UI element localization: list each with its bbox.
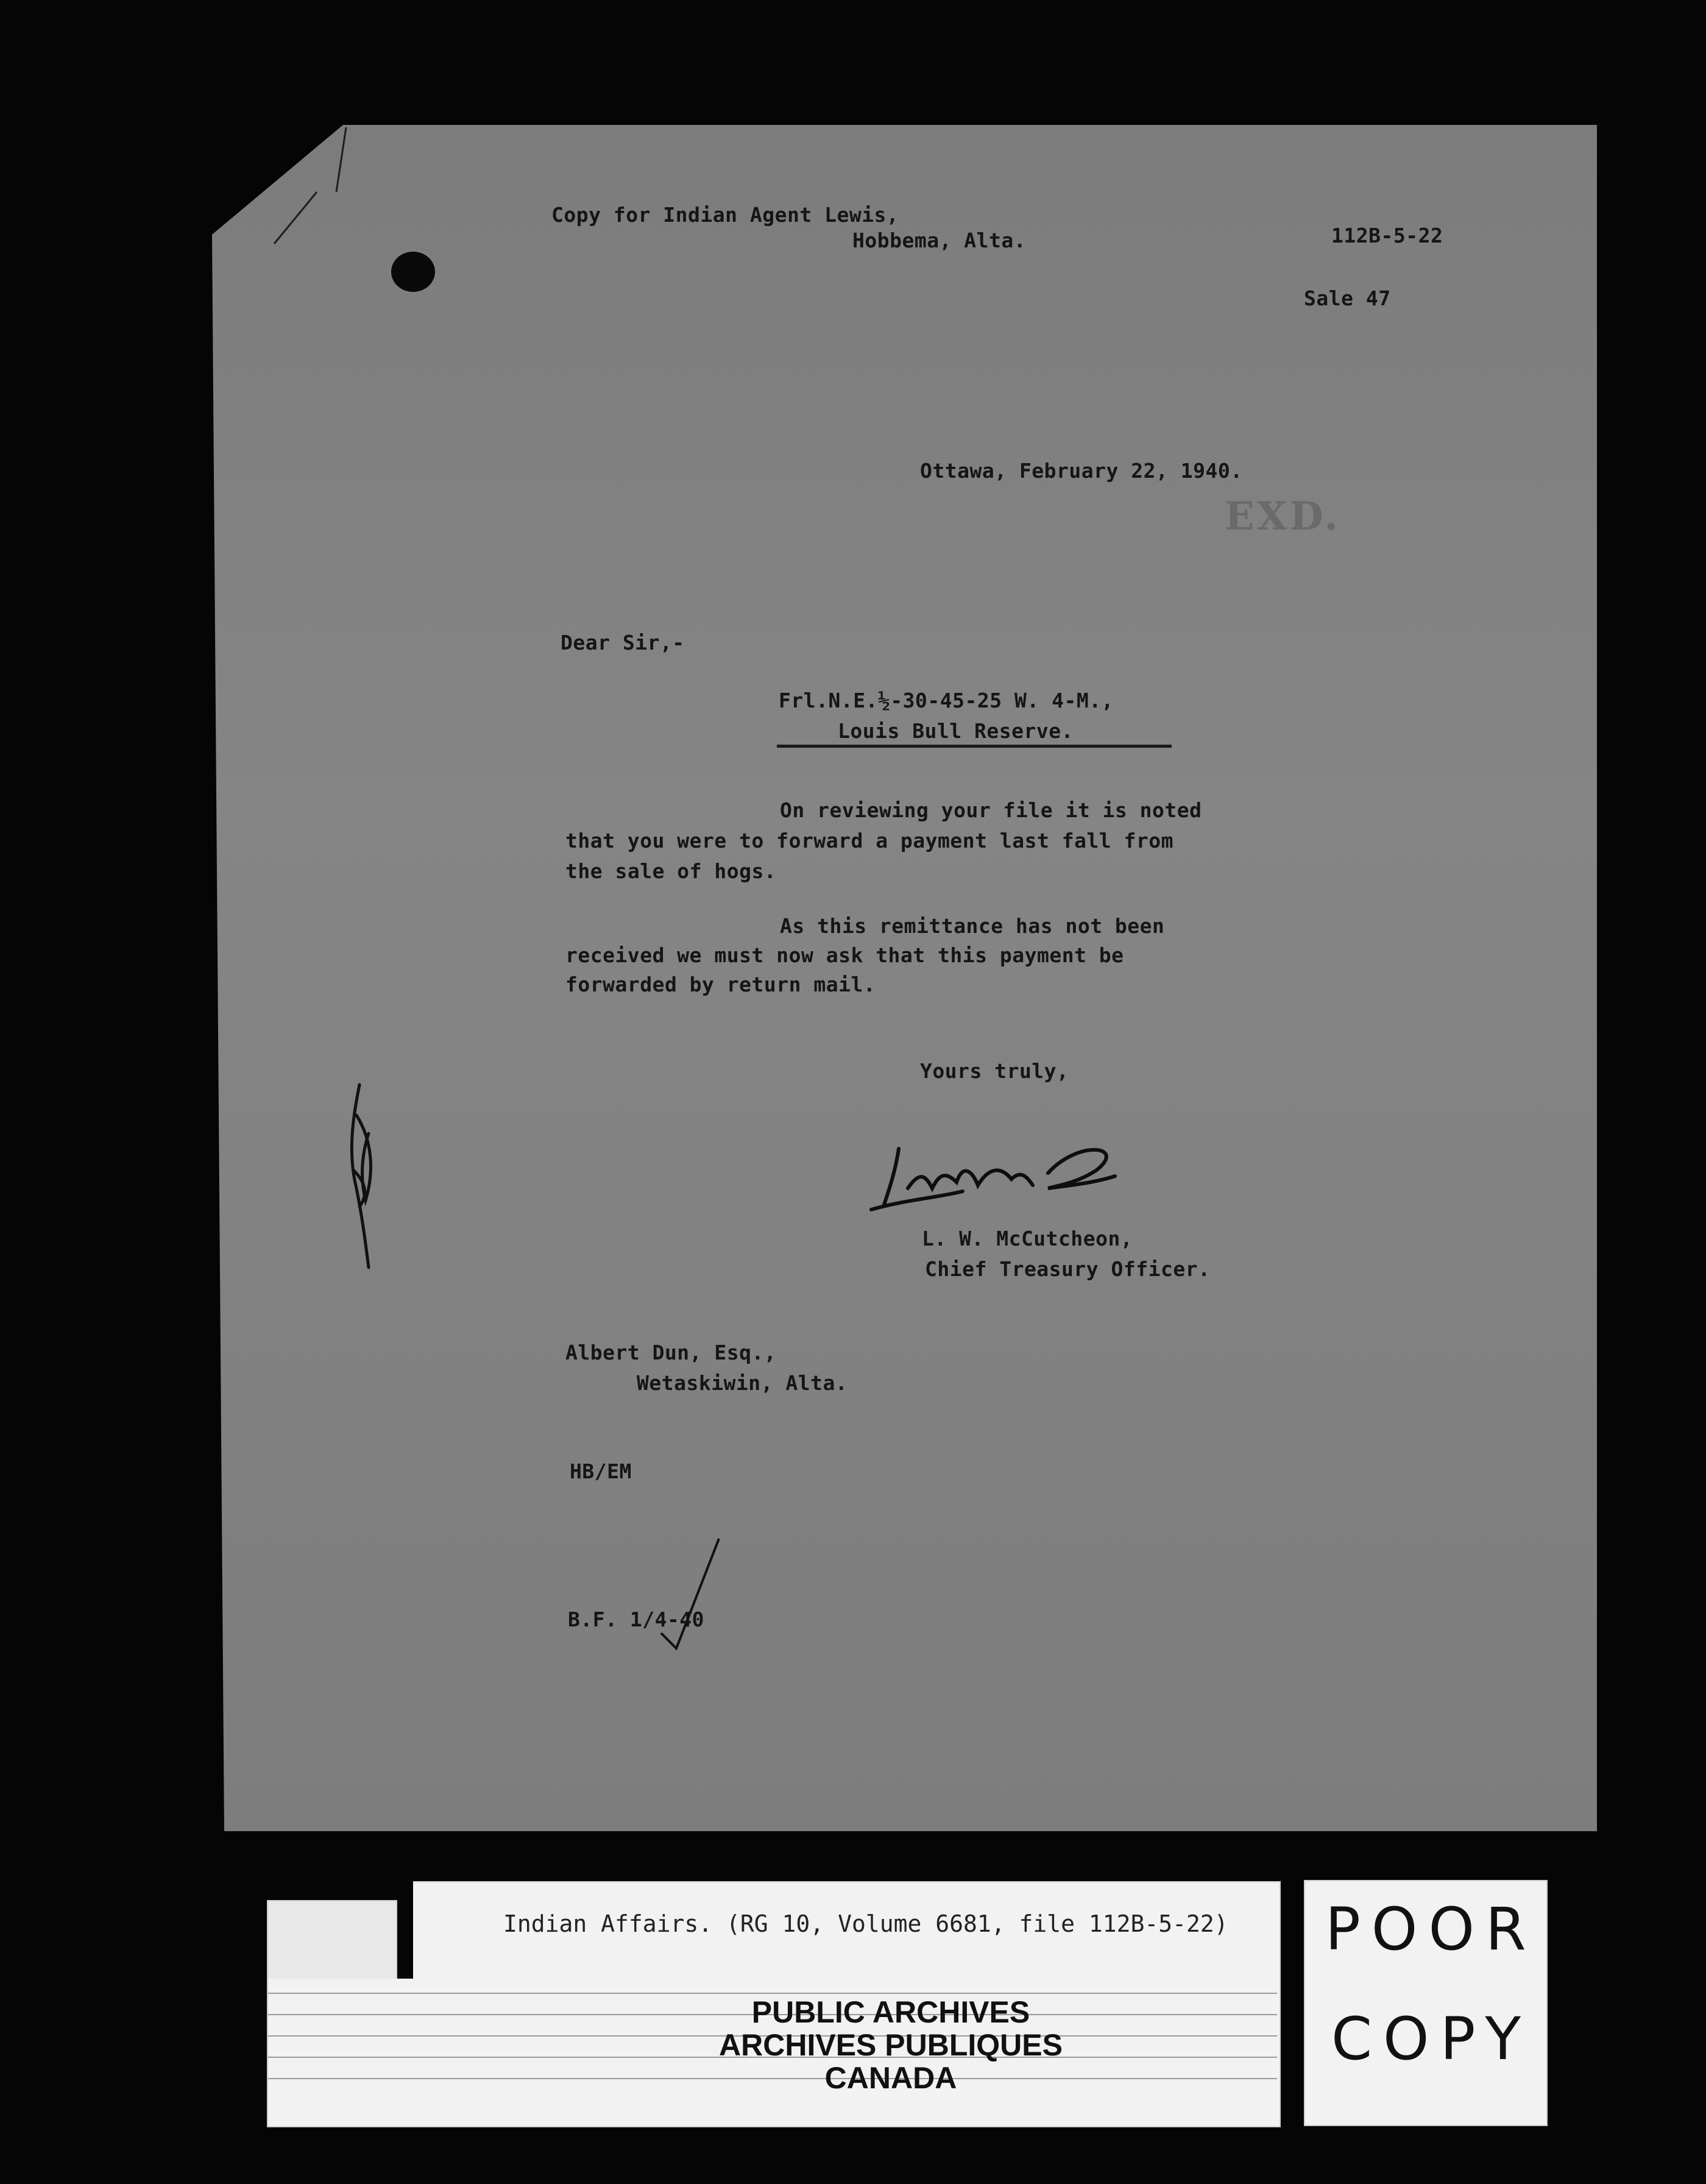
subject-underline: [777, 745, 1172, 748]
paragraph-2-line-2: received we must now ask that this payment be: [565, 943, 1124, 967]
signer-name: L. W. McCutcheon,: [922, 1227, 1133, 1250]
subject-line-1: Frl.N.E.½-30-45-25 W. 4-M.,: [779, 689, 1114, 712]
initials: HB/EM: [570, 1459, 632, 1483]
copy-line-1: Copy for Indian Agent Lewis,: [551, 203, 899, 227]
handwritten-signature: [865, 1127, 1182, 1225]
addressee-line-1: Albert Dun, Esq.,: [565, 1341, 777, 1364]
punch-hole: [391, 252, 435, 292]
paragraph-2-line-1: As this remittance has not been: [780, 914, 1165, 938]
place-date: Ottawa, February 22, 1940.: [920, 459, 1243, 483]
exd-stamp: EXD.: [1225, 494, 1340, 539]
copy-line-2: Hobbema, Alta.: [852, 229, 1027, 252]
paragraph-1-line-1: On reviewing your file it is noted: [780, 798, 1202, 822]
quality-note-line-1: POOR: [1325, 1895, 1537, 1963]
paragraph-1-line-3: the sale of hogs.: [565, 859, 777, 883]
quality-note-line-2: COPY: [1331, 2005, 1532, 2073]
salutation: Dear Sir,-: [561, 631, 685, 654]
closing: Yours truly,: [920, 1059, 1069, 1083]
archives-line-2: ARCHIVES PUBLIQUES: [719, 2028, 1063, 2062]
letter-page: [212, 125, 1597, 1831]
paragraph-1-line-2: that you were to forward a payment last fall from: [565, 829, 1174, 853]
file-number: 112B-5-22: [1331, 224, 1443, 247]
addressee-line-2: Wetaskiwin, Alta.: [637, 1371, 848, 1395]
subject-line-2: Louis Bull Reserve.: [838, 719, 1074, 743]
corner-crease: [268, 125, 359, 247]
bring-forward: B.F. 1/4-40: [568, 1608, 705, 1631]
label-tab-left: [267, 1900, 397, 1982]
margin-scribble: [341, 1079, 396, 1274]
label-rule-1: [268, 1993, 1277, 1994]
archives-line-3: CANADA: [824, 2061, 957, 2095]
check-mark: [658, 1536, 725, 1651]
archive-reference: Indian Affairs. (RG 10, Volume 6681, file 112B-5-22): [503, 1910, 1228, 1937]
signer-title: Chief Treasury Officer.: [925, 1257, 1211, 1281]
paragraph-2-line-3: forwarded by return mail.: [565, 973, 876, 996]
sale-number: Sale 47: [1304, 286, 1391, 310]
archives-line-1: PUBLIC ARCHIVES: [751, 1995, 1030, 2029]
